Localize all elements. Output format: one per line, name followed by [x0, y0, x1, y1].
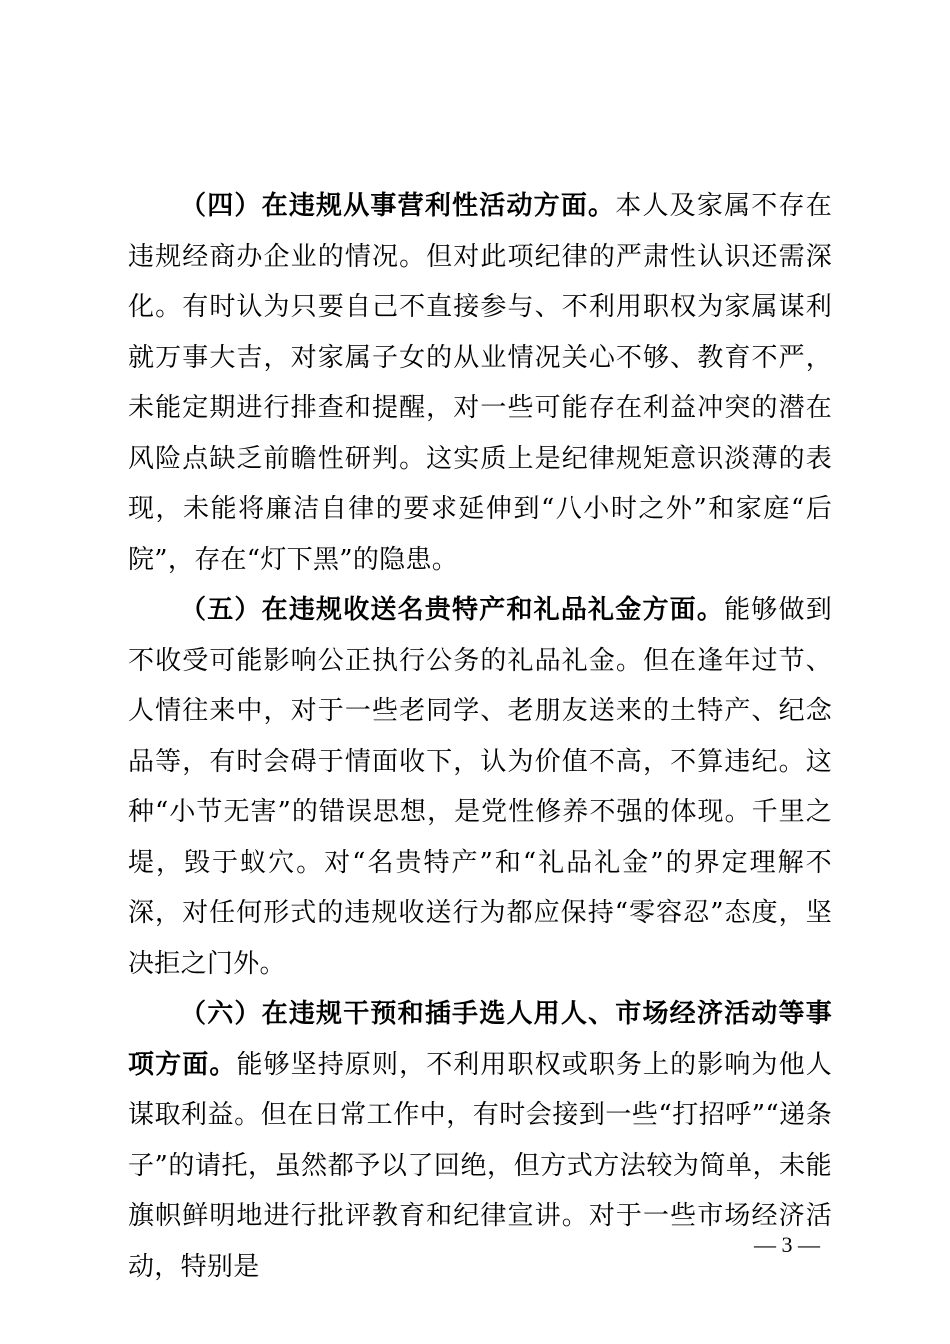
page-number: — 3 —	[754, 1232, 820, 1257]
section-heading: （六）在违规干预和插手选人用人、市场经济活动等事项方面。	[128, 999, 832, 1080]
section-text: 能够坚持原则，不利用职权或职务上的影响为他人谋取利益。但在日常工作中，有时会接到一些“打招呼”“递条子”的请托，虽然都予以了回绝，但方式方法较为简单，未能旗帜鲜明地进行批评教育和纪律宣讲。对于一些市场经济活动，特别是	[128, 1049, 832, 1282]
paragraph-section-4	[128, 181, 832, 585]
section-heading: （五）在违规收送名贵特产和礼品礼金方面。	[180, 595, 725, 625]
paragraph-section-5	[128, 585, 832, 989]
section-text: 本人及家属不存在违规经商办企业的情况。但对此项纪律的严肃性认识还需深化。有时认为只要自己不直接参与、不利用职权为家属谋利就万事大吉，对家属子女的从业情况关心不够、教育不严，未能定期进行排查和提醒，对一些可能存在利益冲突的潜在风险点缺乏前瞻性研判。这实质上是纪律规矩意识淡薄的表现，未能将廉洁自律的要求延伸到“八小时之外”和家庭“后院”，存在“灯下黑”的隐患。	[128, 191, 832, 575]
section-heading: （四）在违规从事营利性活动方面。	[180, 191, 616, 221]
section-text: 能够做到不收受可能影响公正执行公务的礼品礼金。但在逢年过节、人情往来中，对于一些老同学、老朋友送来的土特产、纪念品等，有时会碍于情面收下，认为价值不高，不算违纪。这种“小节无害”的错误思想，是党性修养不强的体现。千里之堤，毁于蚁穴。对“名贵特产”和“礼品礼金”的界定理解不深，对任何形式的违规收送行为都应保持“零容忍”态度，坚决拒之门外。	[128, 595, 832, 979]
document-body	[128, 181, 832, 1292]
